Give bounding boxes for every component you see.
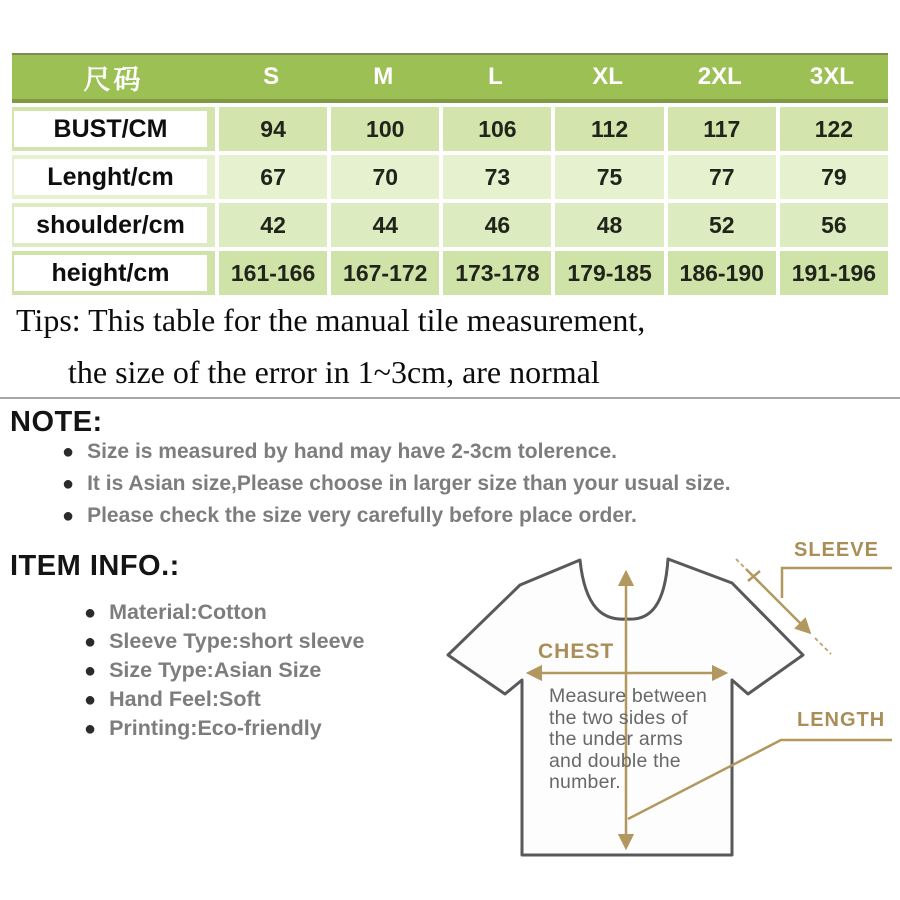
size-cell: 179-185 [555, 251, 663, 295]
table-row-bust [12, 107, 888, 151]
note-item-text: It is Asian size,Please choose in larger size than your usual size. [87, 472, 731, 495]
note-item-text: Size is measured by hand may have 2-3cm tolerence. [87, 440, 617, 463]
row-label-cell [12, 251, 215, 295]
item-info-item [84, 598, 364, 627]
size-cell: 117 [668, 107, 776, 151]
row-label-bust: BUST/CM [14, 111, 207, 147]
row-label-cell [12, 203, 215, 247]
bullet-icon: ● [84, 660, 97, 682]
tips-line-1: Tips: This table for the manual tile measurement, [16, 302, 646, 338]
note-item [62, 468, 731, 500]
size-cell: 48 [555, 203, 663, 247]
header-cell-l: L [488, 63, 503, 90]
section-divider [0, 397, 900, 399]
header-cell-s: S [263, 63, 280, 90]
size-table-header-row [12, 53, 888, 103]
bullet-icon: ● [84, 631, 97, 653]
tips-line-2: the size of the error in 1~3cm, are normal [68, 354, 600, 390]
measure-note-line: the two sides of [549, 706, 688, 729]
bullet-icon: ● [62, 441, 75, 463]
size-cell: 52 [668, 203, 776, 247]
bullet-icon: ● [84, 602, 97, 624]
measure-note-line: the under arms [549, 728, 683, 750]
sleeve-dashed-extension-bottom [815, 638, 831, 654]
size-cell: 161-166 [219, 251, 327, 295]
size-cell: 77 [668, 155, 776, 199]
length-label: LENGTH [797, 709, 886, 731]
item-info-item [84, 627, 364, 656]
row-label-shoulder: shoulder/cm [14, 207, 207, 243]
item-info-item [84, 714, 364, 743]
note-heading: NOTE: [10, 406, 103, 438]
table-row-length [12, 155, 888, 199]
item-info-text: Printing:Eco-friendly [109, 716, 322, 740]
size-cell: 191-196 [780, 251, 888, 295]
item-info-text: Size Type:Asian Size [109, 658, 322, 682]
chest-label: CHEST [538, 640, 615, 663]
item-info-text: Sleeve Type:short sleeve [109, 629, 365, 653]
size-cell: 167-172 [331, 251, 439, 295]
size-cell: 44 [331, 203, 439, 247]
size-cell: 46 [443, 203, 551, 247]
size-cell: 70 [331, 155, 439, 199]
size-cell: 106 [443, 107, 551, 151]
size-table [12, 53, 888, 295]
header-cell-xl: XL [592, 63, 623, 90]
row-label-cell [12, 107, 215, 151]
size-cell: 75 [555, 155, 663, 199]
size-cell: 122 [780, 107, 888, 151]
bullet-icon: ● [84, 689, 97, 711]
chest-measure-note [549, 686, 707, 794]
size-cell: 73 [443, 155, 551, 199]
note-item-text: Please check the size very carefully before place order. [87, 504, 637, 527]
measure-note-line: and double the [549, 749, 681, 772]
table-row-shoulder [12, 203, 888, 247]
size-cell: 112 [555, 107, 663, 151]
header-cell-3xl: 3XL [809, 63, 854, 90]
item-info-item [84, 685, 364, 714]
size-cell: 42 [219, 203, 327, 247]
sleeve-callout-line [782, 568, 892, 598]
row-label-cell [12, 155, 215, 199]
size-cell: 186-190 [668, 251, 776, 295]
bullet-icon: ● [84, 718, 97, 740]
item-info-item [84, 656, 364, 685]
bullet-icon: ● [62, 473, 75, 495]
size-cell: 67 [219, 155, 327, 199]
header-cell-m: M [373, 63, 394, 90]
sleeve-label: SLEEVE [794, 539, 879, 561]
note-list [62, 436, 731, 532]
size-cell: 173-178 [443, 251, 551, 295]
item-info-text: Material:Cotton [109, 600, 267, 624]
measure-note-line: Measure between [549, 685, 708, 707]
size-cell: 56 [780, 203, 888, 247]
header-cell-size-cn: 尺码 [83, 64, 144, 95]
size-cell: 79 [780, 155, 888, 199]
item-info-list [84, 598, 364, 743]
item-info-text: Hand Feel:Soft [109, 687, 261, 711]
size-cell: 100 [331, 107, 439, 151]
size-cell: 94 [219, 107, 327, 151]
measure-note-line: number. [549, 771, 621, 793]
bullet-icon: ● [62, 505, 75, 527]
note-item [62, 436, 731, 468]
row-label-height: height/cm [14, 255, 207, 291]
table-row-height [12, 251, 888, 295]
item-info-heading: ITEM INFO.: [10, 550, 180, 582]
header-cell-2xl: 2XL [697, 63, 742, 90]
row-label-length: Lenght/cm [14, 159, 207, 195]
